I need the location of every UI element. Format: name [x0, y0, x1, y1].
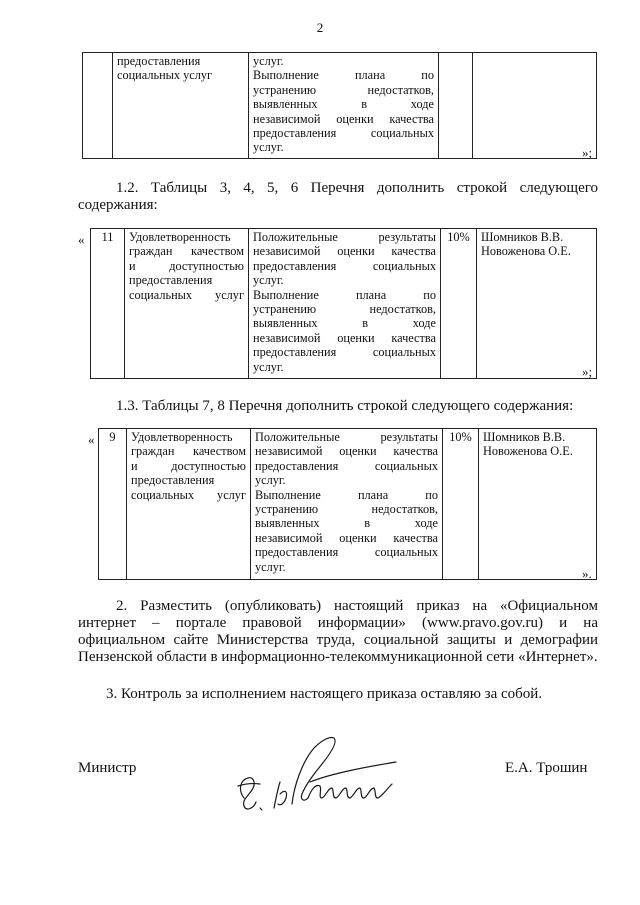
- signatory-position: Министр: [78, 760, 137, 776]
- cell-weight: 10%: [441, 229, 477, 379]
- cell-line: Удовлетворенность: [131, 430, 233, 444]
- closing-quote: »;: [582, 364, 593, 379]
- cell-responsible: [477, 229, 597, 379]
- cell-line: независимой оценки качества: [253, 244, 436, 259]
- cell-line: предоставления: [129, 273, 213, 288]
- table-row: [83, 53, 597, 159]
- cell-number: 11: [91, 229, 125, 379]
- paragraph-3: 3. Контроль за исполнением настоящего приказа оставляю за собой.: [106, 686, 543, 702]
- table-row-addition-2: [98, 428, 597, 580]
- opening-quote: «: [88, 432, 95, 447]
- cell-line: устранению недостатков,: [253, 82, 434, 97]
- cell-responsible: [479, 429, 597, 580]
- closing-quote: »;: [582, 145, 593, 160]
- cell-line: Шомников В.В.: [481, 230, 564, 244]
- cell-line: выявленных в ходе: [253, 316, 436, 331]
- cell-line: Выполнение плана по: [255, 487, 438, 502]
- table-row: [99, 429, 597, 580]
- cell-line: Положительные результаты: [255, 430, 438, 444]
- cell-criterion: [127, 429, 251, 580]
- cell-number: [83, 53, 113, 159]
- table-row-addition-1: [90, 228, 597, 379]
- paragraph-1-3: 1.3. Таблицы 7, 8 Перечня дополнить строкой следующего содержания:: [116, 398, 574, 414]
- cell-line: услуг.: [255, 473, 286, 488]
- cell-line: услуг.: [255, 559, 286, 574]
- cell-line: выявленных в ходе: [255, 516, 438, 531]
- cell-criterion: [125, 229, 249, 379]
- cell-line: устранению недостатков,: [253, 302, 436, 317]
- cell-line: предоставления социальных: [255, 545, 438, 560]
- cell-line: услуг.: [253, 273, 284, 288]
- cell-line: услуг.: [253, 359, 284, 374]
- cell-line: устранению недостатков,: [255, 502, 438, 517]
- cell-line: Шомников В.В.: [483, 430, 566, 444]
- cell-line: независимой оценки качества: [253, 111, 434, 126]
- cell-line: Новоженова О.Е.: [481, 244, 571, 259]
- cell-line: и доступностью: [129, 258, 244, 273]
- page-number: 2: [316, 20, 324, 35]
- paragraph-2: 2. Разместить (опубликовать) настоящий приказ на «Официальном интернет – портале правовой информации» (www.pravo.gov.ru) и на официальном сайте Министерства труда, социальной защиты и демографии Пензенской области в информационно-телекоммуникационной сети «Интернет».: [78, 598, 598, 665]
- cell-line: социальных услуг: [131, 487, 246, 502]
- cell-line: предоставления социальных: [255, 458, 438, 473]
- cell-line: Положительные результаты: [253, 230, 436, 244]
- cell-line: социальных услуг: [129, 287, 244, 302]
- cell-line: независимой оценки качества: [253, 330, 436, 345]
- cell-number: 9: [99, 429, 127, 580]
- cell-indicator: [251, 429, 443, 580]
- cell-line: предоставления: [131, 473, 215, 488]
- cell-line: услуг.: [253, 54, 284, 68]
- cell-criterion: предоставления социальных услуг: [113, 53, 249, 159]
- cell-line: независимой оценки качества: [255, 444, 438, 459]
- cell-indicator: [249, 229, 441, 379]
- cell-line: Новоженова О.Е.: [483, 444, 573, 459]
- cell-indicator: [249, 53, 439, 159]
- handwritten-signature: [230, 728, 400, 818]
- cell-line: услуг.: [253, 140, 284, 155]
- cell-weight: [439, 53, 473, 159]
- paragraph-1-2: 1.2. Таблицы 3, 4, 5, 6 Перечня дополнить строкой следующего содержания:: [78, 180, 598, 213]
- cell-line: предоставления социальных: [253, 258, 436, 273]
- signatory-name: Е.А. Трошин: [505, 760, 588, 776]
- cell-line: Выполнение плана по: [253, 68, 434, 83]
- closing-quote: ».: [582, 566, 592, 581]
- cell-line: граждан качеством: [131, 444, 246, 459]
- opening-quote: «: [78, 232, 85, 247]
- cell-line: выявленных в ходе: [253, 97, 434, 112]
- table-row: [91, 229, 597, 379]
- cell-line: предоставления социальных: [253, 126, 434, 141]
- cell-line: независимой оценки качества: [255, 530, 438, 545]
- table-continuation: [82, 52, 597, 159]
- cell-line: Выполнение плана по: [253, 287, 436, 302]
- cell-responsible: [473, 53, 597, 159]
- cell-line: и доступностью: [131, 458, 246, 473]
- cell-weight: 10%: [443, 429, 479, 580]
- cell-line: граждан качеством: [129, 244, 244, 259]
- cell-line: предоставления социальных: [253, 345, 436, 360]
- cell-line: Удовлетворенность: [129, 230, 231, 244]
